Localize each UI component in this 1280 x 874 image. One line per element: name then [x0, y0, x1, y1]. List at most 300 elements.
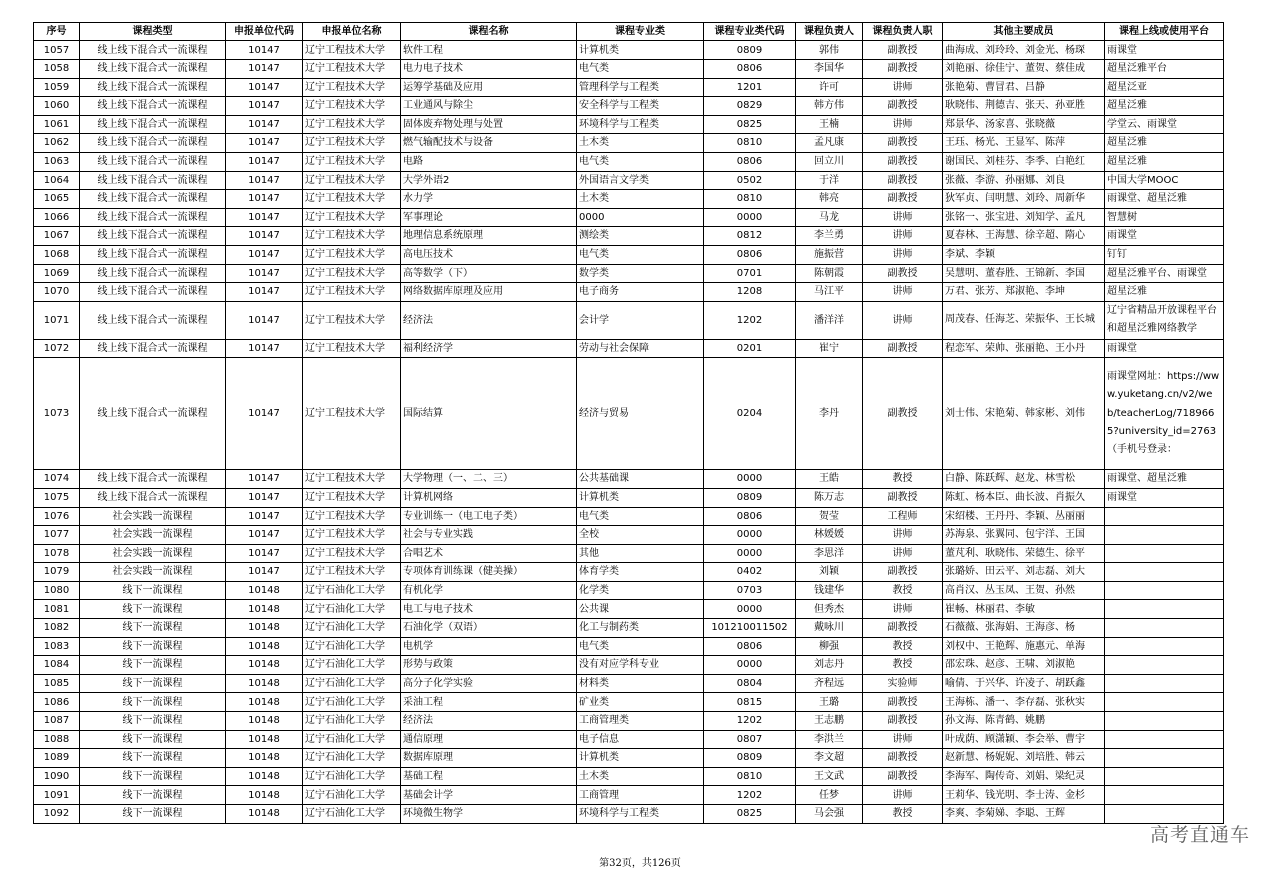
cell-course-type: 线上线下混合式一流课程	[80, 190, 226, 209]
cell-unit-code: 10148	[226, 581, 303, 600]
table-row	[34, 488, 1224, 507]
cell-leader: 贺莹	[796, 507, 863, 526]
cell-platform	[1105, 712, 1224, 731]
cell-major-code: 0809	[704, 41, 796, 60]
cell-major-code: 0701	[704, 264, 796, 283]
cell-unit-name: 辽宁石油化工大学	[303, 749, 401, 768]
cell-seq: 1081	[34, 600, 80, 619]
cell-major-code: 1202	[704, 786, 796, 805]
cell-major-category: 矿业类	[577, 693, 704, 712]
cell-course-type: 线下一流课程	[80, 637, 226, 656]
cell-unit-code: 10148	[226, 730, 303, 749]
cell-leader-title: 讲师	[863, 600, 943, 619]
cell-unit-name: 辽宁工程技术大学	[303, 563, 401, 582]
cell-unit-code: 10147	[226, 526, 303, 545]
cell-major-category: 计算机类	[577, 488, 704, 507]
cell-unit-name: 辽宁工程技术大学	[303, 264, 401, 283]
cell-platform	[1105, 600, 1224, 619]
cell-unit-name: 辽宁石油化工大学	[303, 637, 401, 656]
cell-unit-name: 辽宁工程技术大学	[303, 227, 401, 246]
cell-members: 董芃利、耿晓伟、荣德生、徐平	[943, 544, 1105, 563]
cell-course-type: 线上线下混合式一流课程	[80, 264, 226, 283]
cell-platform	[1105, 656, 1224, 675]
cell-seq: 1073	[34, 358, 80, 470]
cell-leader-title: 副教授	[863, 41, 943, 60]
cell-seq: 1063	[34, 152, 80, 171]
cell-major-category: 土木类	[577, 134, 704, 153]
cell-seq: 1069	[34, 264, 80, 283]
cell-unit-name: 辽宁石油化工大学	[303, 805, 401, 824]
cell-major-category: 劳动与社会保障	[577, 339, 704, 358]
table-body	[34, 41, 1224, 823]
cell-major-category: 经济与贸易	[577, 358, 704, 470]
cell-seq: 1065	[34, 190, 80, 209]
cell-course-name: 运筹学基础及应用	[401, 78, 577, 97]
cell-course-name: 基础工程	[401, 767, 577, 786]
cell-leader-title: 讲师	[863, 283, 943, 302]
table-row	[34, 749, 1224, 768]
cell-major-category: 会计学	[577, 301, 704, 339]
cell-members: 王珏、杨光、王显军、陈萍	[943, 134, 1105, 153]
cell-leader: 回立川	[796, 152, 863, 171]
cell-leader: 刘颖	[796, 563, 863, 582]
cell-members: 孙文海、陈青鹤、姚鹏	[943, 712, 1105, 731]
cell-unit-code: 10148	[226, 656, 303, 675]
cell-course-name: 高等数学（下）	[401, 264, 577, 283]
cell-platform: 钉钉	[1105, 245, 1224, 264]
cell-major-code: 0703	[704, 581, 796, 600]
cell-major-code: 1201	[704, 78, 796, 97]
cell-seq: 1060	[34, 97, 80, 116]
cell-seq: 1074	[34, 470, 80, 489]
table-row	[34, 358, 1224, 470]
cell-platform: 超星泛雅	[1105, 97, 1224, 116]
cell-course-name: 经济法	[401, 301, 577, 339]
cell-members: 张薇、李游、孙丽娜、刘良	[943, 171, 1105, 190]
cell-members: 李斌、李颖	[943, 245, 1105, 264]
cell-unit-code: 10148	[226, 674, 303, 693]
cell-leader: 王璐	[796, 693, 863, 712]
cell-members: 周茂春、任海芝、荣振华、王长城	[943, 301, 1105, 339]
cell-platform: 中国大学MOOC	[1105, 171, 1224, 190]
cell-platform: 雨课堂、超星泛雅	[1105, 190, 1224, 209]
cell-course-type: 线上线下混合式一流课程	[80, 208, 226, 227]
cell-unit-name: 辽宁工程技术大学	[303, 97, 401, 116]
cell-major-category: 公共课	[577, 600, 704, 619]
cell-leader: 柳强	[796, 637, 863, 656]
page-footer: 第32页，共126页	[599, 858, 681, 869]
cell-major-code: 1208	[704, 283, 796, 302]
cell-leader: 李文超	[796, 749, 863, 768]
cell-major-category: 环境科学与工程类	[577, 805, 704, 824]
cell-unit-name: 辽宁工程技术大学	[303, 358, 401, 470]
cell-course-name: 专项体育训练课（健美操）	[401, 563, 577, 582]
cell-leader: 于洋	[796, 171, 863, 190]
cell-platform	[1105, 674, 1224, 693]
cell-leader-title: 副教授	[863, 264, 943, 283]
table-row	[34, 134, 1224, 153]
cell-unit-name: 辽宁工程技术大学	[303, 134, 401, 153]
cell-unit-code: 10147	[226, 283, 303, 302]
cell-leader-title: 副教授	[863, 693, 943, 712]
cell-major-code: 0809	[704, 749, 796, 768]
cell-members: 崔畅、林丽君、李敏	[943, 600, 1105, 619]
cell-major-category: 电气类	[577, 60, 704, 79]
cell-platform	[1105, 526, 1224, 545]
cell-major-category: 工商管理类	[577, 712, 704, 731]
cell-unit-code: 10147	[226, 152, 303, 171]
cell-unit-code: 10148	[226, 693, 303, 712]
cell-leader-title: 副教授	[863, 619, 943, 638]
cell-major-code: 0815	[704, 693, 796, 712]
cell-leader: 李国华	[796, 60, 863, 79]
cell-seq: 1072	[34, 339, 80, 358]
cell-course-type: 线上线下混合式一流课程	[80, 358, 226, 470]
cell-course-name: 燃气输配技术与设备	[401, 134, 577, 153]
table-row	[34, 171, 1224, 190]
cell-unit-name: 辽宁工程技术大学	[303, 339, 401, 358]
cell-course-type: 线上线下混合式一流课程	[80, 152, 226, 171]
table-row	[34, 227, 1224, 246]
cell-seq: 1062	[34, 134, 80, 153]
cell-leader-title: 讲师	[863, 227, 943, 246]
cell-leader: 王楠	[796, 115, 863, 134]
cell-members: 狄军贞、闫明慧、刘玲、周新华	[943, 190, 1105, 209]
cell-seq: 1071	[34, 301, 80, 339]
cell-members: 苏海泉、张翼同、包宇洋、王国	[943, 526, 1105, 545]
cell-leader-title: 副教授	[863, 152, 943, 171]
cell-platform: 雨课堂	[1105, 41, 1224, 60]
cell-unit-name: 辽宁工程技术大学	[303, 41, 401, 60]
cell-seq: 1075	[34, 488, 80, 507]
cell-unit-code: 10148	[226, 749, 303, 768]
table-row	[34, 339, 1224, 358]
cell-leader-title: 讲师	[863, 245, 943, 264]
cell-platform	[1105, 544, 1224, 563]
cell-platform	[1105, 693, 1224, 712]
cell-major-code: 101210011502	[704, 619, 796, 638]
cell-major-code: 1202	[704, 712, 796, 731]
cell-leader-title: 副教授	[863, 190, 943, 209]
cell-unit-code: 10148	[226, 786, 303, 805]
cell-course-name: 软件工程	[401, 41, 577, 60]
cell-course-type: 线上线下混合式一流课程	[80, 488, 226, 507]
cell-members: 陈虹、杨本臣、曲长波、肖振久	[943, 488, 1105, 507]
cell-leader: 韩方伟	[796, 97, 863, 116]
cell-unit-name: 辽宁工程技术大学	[303, 208, 401, 227]
cell-course-name: 形势与政策	[401, 656, 577, 675]
cell-unit-code: 10148	[226, 767, 303, 786]
cell-seq: 1088	[34, 730, 80, 749]
cell-seq: 1057	[34, 41, 80, 60]
cell-course-type: 线上线下混合式一流课程	[80, 301, 226, 339]
cell-unit-code: 10147	[226, 208, 303, 227]
cell-leader-title: 副教授	[863, 749, 943, 768]
cell-unit-name: 辽宁工程技术大学	[303, 283, 401, 302]
cell-course-type: 线下一流课程	[80, 656, 226, 675]
cell-seq: 1090	[34, 767, 80, 786]
cell-course-type: 线上线下混合式一流课程	[80, 78, 226, 97]
cell-members: 高肖汉、丛玉凤、王贺、孙然	[943, 581, 1105, 600]
cell-course-name: 经济法	[401, 712, 577, 731]
cell-leader-title: 副教授	[863, 97, 943, 116]
cell-members: 李爽、李菊娣、李聪、王辉	[943, 805, 1105, 824]
cell-course-name: 数据库原理	[401, 749, 577, 768]
cell-platform: 雨课堂、超星泛雅	[1105, 470, 1224, 489]
header-course-name: 课程名称	[401, 23, 577, 41]
cell-platform	[1105, 637, 1224, 656]
cell-major-category: 工商管理	[577, 786, 704, 805]
cell-major-code: 0000	[704, 526, 796, 545]
cell-seq: 1068	[34, 245, 80, 264]
cell-unit-code: 10147	[226, 171, 303, 190]
cell-unit-name: 辽宁工程技术大学	[303, 301, 401, 339]
cell-major-code: 0000	[704, 208, 796, 227]
cell-seq: 1086	[34, 693, 80, 712]
cell-course-type: 线下一流课程	[80, 600, 226, 619]
cell-unit-name: 辽宁工程技术大学	[303, 115, 401, 134]
cell-major-category: 电气类	[577, 245, 704, 264]
table-row	[34, 115, 1224, 134]
cell-unit-name: 辽宁石油化工大学	[303, 674, 401, 693]
cell-unit-name: 辽宁工程技术大学	[303, 245, 401, 264]
cell-major-code: 0806	[704, 152, 796, 171]
cell-platform: 超星泛雅	[1105, 283, 1224, 302]
cell-platform: 超星泛雅	[1105, 134, 1224, 153]
cell-members: 程恋军、荣帅、张丽艳、王小丹	[943, 339, 1105, 358]
header-leader: 课程负责人	[796, 23, 863, 41]
cell-leader-title: 副教授	[863, 60, 943, 79]
cell-leader-title: 教授	[863, 581, 943, 600]
cell-course-type: 线下一流课程	[80, 749, 226, 768]
cell-members: 谢国民、刘桂芬、李季、白艳红	[943, 152, 1105, 171]
cell-major-code: 0809	[704, 488, 796, 507]
cell-members: 邵宏珠、赵彦、王啸、刘淑艳	[943, 656, 1105, 675]
cell-platform: 超星泛雅平台	[1105, 60, 1224, 79]
cell-seq: 1070	[34, 283, 80, 302]
cell-major-code: 0806	[704, 245, 796, 264]
cell-course-type: 社会实践一流课程	[80, 507, 226, 526]
cell-leader: 潘洋洋	[796, 301, 863, 339]
cell-major-code: 0829	[704, 97, 796, 116]
cell-leader-title: 实验师	[863, 674, 943, 693]
cell-platform	[1105, 749, 1224, 768]
cell-unit-name: 辽宁工程技术大学	[303, 60, 401, 79]
cell-platform: 超星泛雅平台、雨课堂	[1105, 264, 1224, 283]
cell-major-code: 0825	[704, 115, 796, 134]
cell-seq: 1067	[34, 227, 80, 246]
cell-major-code: 0000	[704, 600, 796, 619]
cell-members: 吴慧明、董春胜、王锦新、李国	[943, 264, 1105, 283]
cell-course-type: 线上线下混合式一流课程	[80, 245, 226, 264]
cell-unit-code: 10147	[226, 60, 303, 79]
cell-course-name: 采油工程	[401, 693, 577, 712]
cell-course-name: 固体废弃物处理与处置	[401, 115, 577, 134]
cell-leader: 郭伟	[796, 41, 863, 60]
cell-course-name: 福利经济学	[401, 339, 577, 358]
cell-members: 赵新慧、杨妮妮、刘培胜、韩云	[943, 749, 1105, 768]
cell-members: 耿晓伟、荆德吉、张天、孙亚胜	[943, 97, 1105, 116]
cell-unit-code: 10147	[226, 488, 303, 507]
cell-leader-title: 副教授	[863, 171, 943, 190]
cell-major-code: 0807	[704, 730, 796, 749]
cell-leader: 陈万志	[796, 488, 863, 507]
cell-platform: 学堂云、雨课堂	[1105, 115, 1224, 134]
cell-unit-name: 辽宁石油化工大学	[303, 600, 401, 619]
table-row	[34, 526, 1224, 545]
header-members: 其他主要成员	[943, 23, 1105, 41]
header-major-code: 课程专业类代码	[704, 23, 796, 41]
table-row	[34, 581, 1224, 600]
cell-members: 夏春林、王海慧、徐辛超、隋心	[943, 227, 1105, 246]
cell-course-type: 社会实践一流课程	[80, 563, 226, 582]
cell-members: 王海栋、潘一、李存磊、张秋实	[943, 693, 1105, 712]
cell-leader-title: 讲师	[863, 301, 943, 339]
cell-unit-name: 辽宁工程技术大学	[303, 526, 401, 545]
cell-seq: 1092	[34, 805, 80, 824]
cell-course-name: 国际结算	[401, 358, 577, 470]
cell-members: 张艳菊、曹冒君、吕静	[943, 78, 1105, 97]
cell-leader: 陈朝霞	[796, 264, 863, 283]
cell-major-code: 0201	[704, 339, 796, 358]
cell-platform: 雨课堂网址：https://www.yuketang.cn/v2/web/teacherLog/7189665?university_id=2763 （手机号登录：	[1105, 358, 1224, 470]
cell-unit-name: 辽宁工程技术大学	[303, 78, 401, 97]
cell-unit-name: 辽宁石油化工大学	[303, 581, 401, 600]
cell-members: 白静、陈跃辉、赵龙、林雪松	[943, 470, 1105, 489]
cell-seq: 1058	[34, 60, 80, 79]
table-row	[34, 637, 1224, 656]
cell-course-name: 电力电子技术	[401, 60, 577, 79]
cell-course-type: 线下一流课程	[80, 619, 226, 638]
cell-major-code: 0810	[704, 190, 796, 209]
cell-leader: 孟凡康	[796, 134, 863, 153]
cell-unit-name: 辽宁石油化工大学	[303, 767, 401, 786]
cell-leader: 齐程远	[796, 674, 863, 693]
cell-course-type: 线下一流课程	[80, 767, 226, 786]
cell-leader: 林媛媛	[796, 526, 863, 545]
table-row	[34, 600, 1224, 619]
cell-members: 张铭一、张宝进、刘知学、孟凡	[943, 208, 1105, 227]
cell-unit-name: 辽宁工程技术大学	[303, 152, 401, 171]
cell-seq: 1066	[34, 208, 80, 227]
cell-major-category: 管理科学与工程类	[577, 78, 704, 97]
cell-platform	[1105, 507, 1224, 526]
cell-major-code: 0000	[704, 656, 796, 675]
cell-leader: 王文武	[796, 767, 863, 786]
cell-course-type: 线上线下混合式一流课程	[80, 339, 226, 358]
cell-major-code: 0810	[704, 767, 796, 786]
cell-leader: 李兰勇	[796, 227, 863, 246]
cell-unit-name: 辽宁石油化工大学	[303, 730, 401, 749]
cell-major-code: 0502	[704, 171, 796, 190]
cell-unit-code: 10147	[226, 134, 303, 153]
cell-members: 张璐娇、田云平、刘志磊、刘大	[943, 563, 1105, 582]
cell-seq: 1089	[34, 749, 80, 768]
cell-leader-title: 副教授	[863, 358, 943, 470]
cell-leader: 崔宁	[796, 339, 863, 358]
cell-leader: 钱建华	[796, 581, 863, 600]
cell-course-name: 电机学	[401, 637, 577, 656]
cell-seq: 1082	[34, 619, 80, 638]
cell-major-code: 0810	[704, 134, 796, 153]
cell-major-category: 计算机类	[577, 41, 704, 60]
cell-course-type: 线上线下混合式一流课程	[80, 470, 226, 489]
cell-course-type: 线上线下混合式一流课程	[80, 227, 226, 246]
cell-unit-code: 10148	[226, 637, 303, 656]
cell-course-type: 线上线下混合式一流课程	[80, 97, 226, 116]
cell-course-name: 大学外语2	[401, 171, 577, 190]
cell-major-category: 电气类	[577, 637, 704, 656]
table-row	[34, 78, 1224, 97]
cell-seq: 1079	[34, 563, 80, 582]
cell-unit-code: 10147	[226, 507, 303, 526]
cell-seq: 1078	[34, 544, 80, 563]
cell-leader-title: 讲师	[863, 208, 943, 227]
cell-course-name: 水力学	[401, 190, 577, 209]
cell-platform: 智慧树	[1105, 208, 1224, 227]
cell-major-category: 土木类	[577, 190, 704, 209]
cell-unit-name: 辽宁石油化工大学	[303, 693, 401, 712]
cell-leader-title: 副教授	[863, 488, 943, 507]
cell-seq: 1084	[34, 656, 80, 675]
cell-major-code: 0806	[704, 507, 796, 526]
cell-seq: 1083	[34, 637, 80, 656]
cell-course-name: 社会与专业实践	[401, 526, 577, 545]
cell-unit-name: 辽宁工程技术大学	[303, 488, 401, 507]
cell-major-code: 0000	[704, 470, 796, 489]
cell-course-name: 网络数据库原理及应用	[401, 283, 577, 302]
table-row	[34, 264, 1224, 283]
cell-members: 王莉华、钱光明、李士涛、金杉	[943, 786, 1105, 805]
cell-seq: 1087	[34, 712, 80, 731]
cell-major-category: 土木类	[577, 767, 704, 786]
cell-seq: 1059	[34, 78, 80, 97]
cell-members: 宋绍楼、王丹丹、李颖、丛丽丽	[943, 507, 1105, 526]
cell-course-name: 基础会计学	[401, 786, 577, 805]
cell-unit-code: 10147	[226, 264, 303, 283]
table-row	[34, 190, 1224, 209]
cell-unit-code: 10147	[226, 41, 303, 60]
table-row	[34, 41, 1224, 60]
cell-course-name: 工业通风与除尘	[401, 97, 577, 116]
cell-major-category: 电气类	[577, 152, 704, 171]
cell-seq: 1080	[34, 581, 80, 600]
cell-course-type: 线下一流课程	[80, 712, 226, 731]
cell-course-name: 军事理论	[401, 208, 577, 227]
cell-course-name: 高分子化学实验	[401, 674, 577, 693]
cell-major-category: 全校	[577, 526, 704, 545]
cell-seq: 1085	[34, 674, 80, 693]
cell-leader: 李思洋	[796, 544, 863, 563]
cell-leader-title: 教授	[863, 470, 943, 489]
cell-course-name: 环境微生物学	[401, 805, 577, 824]
cell-leader-title: 讲师	[863, 526, 943, 545]
cell-leader: 李丹	[796, 358, 863, 470]
table-row	[34, 656, 1224, 675]
cell-course-type: 线下一流课程	[80, 581, 226, 600]
cell-leader-title: 讲师	[863, 544, 943, 563]
cell-course-type: 线上线下混合式一流课程	[80, 134, 226, 153]
cell-leader-title: 副教授	[863, 134, 943, 153]
header-unit-name: 申报单位名称	[303, 23, 401, 41]
cell-members: 刘艳丽、徐佳宁、董贺、蔡佳成	[943, 60, 1105, 79]
cell-course-type: 社会实践一流课程	[80, 526, 226, 545]
cell-leader-title: 教授	[863, 656, 943, 675]
cell-unit-name: 辽宁工程技术大学	[303, 190, 401, 209]
cell-leader: 但秀杰	[796, 600, 863, 619]
cell-seq: 1091	[34, 786, 80, 805]
cell-platform: 超星泛亚	[1105, 78, 1224, 97]
